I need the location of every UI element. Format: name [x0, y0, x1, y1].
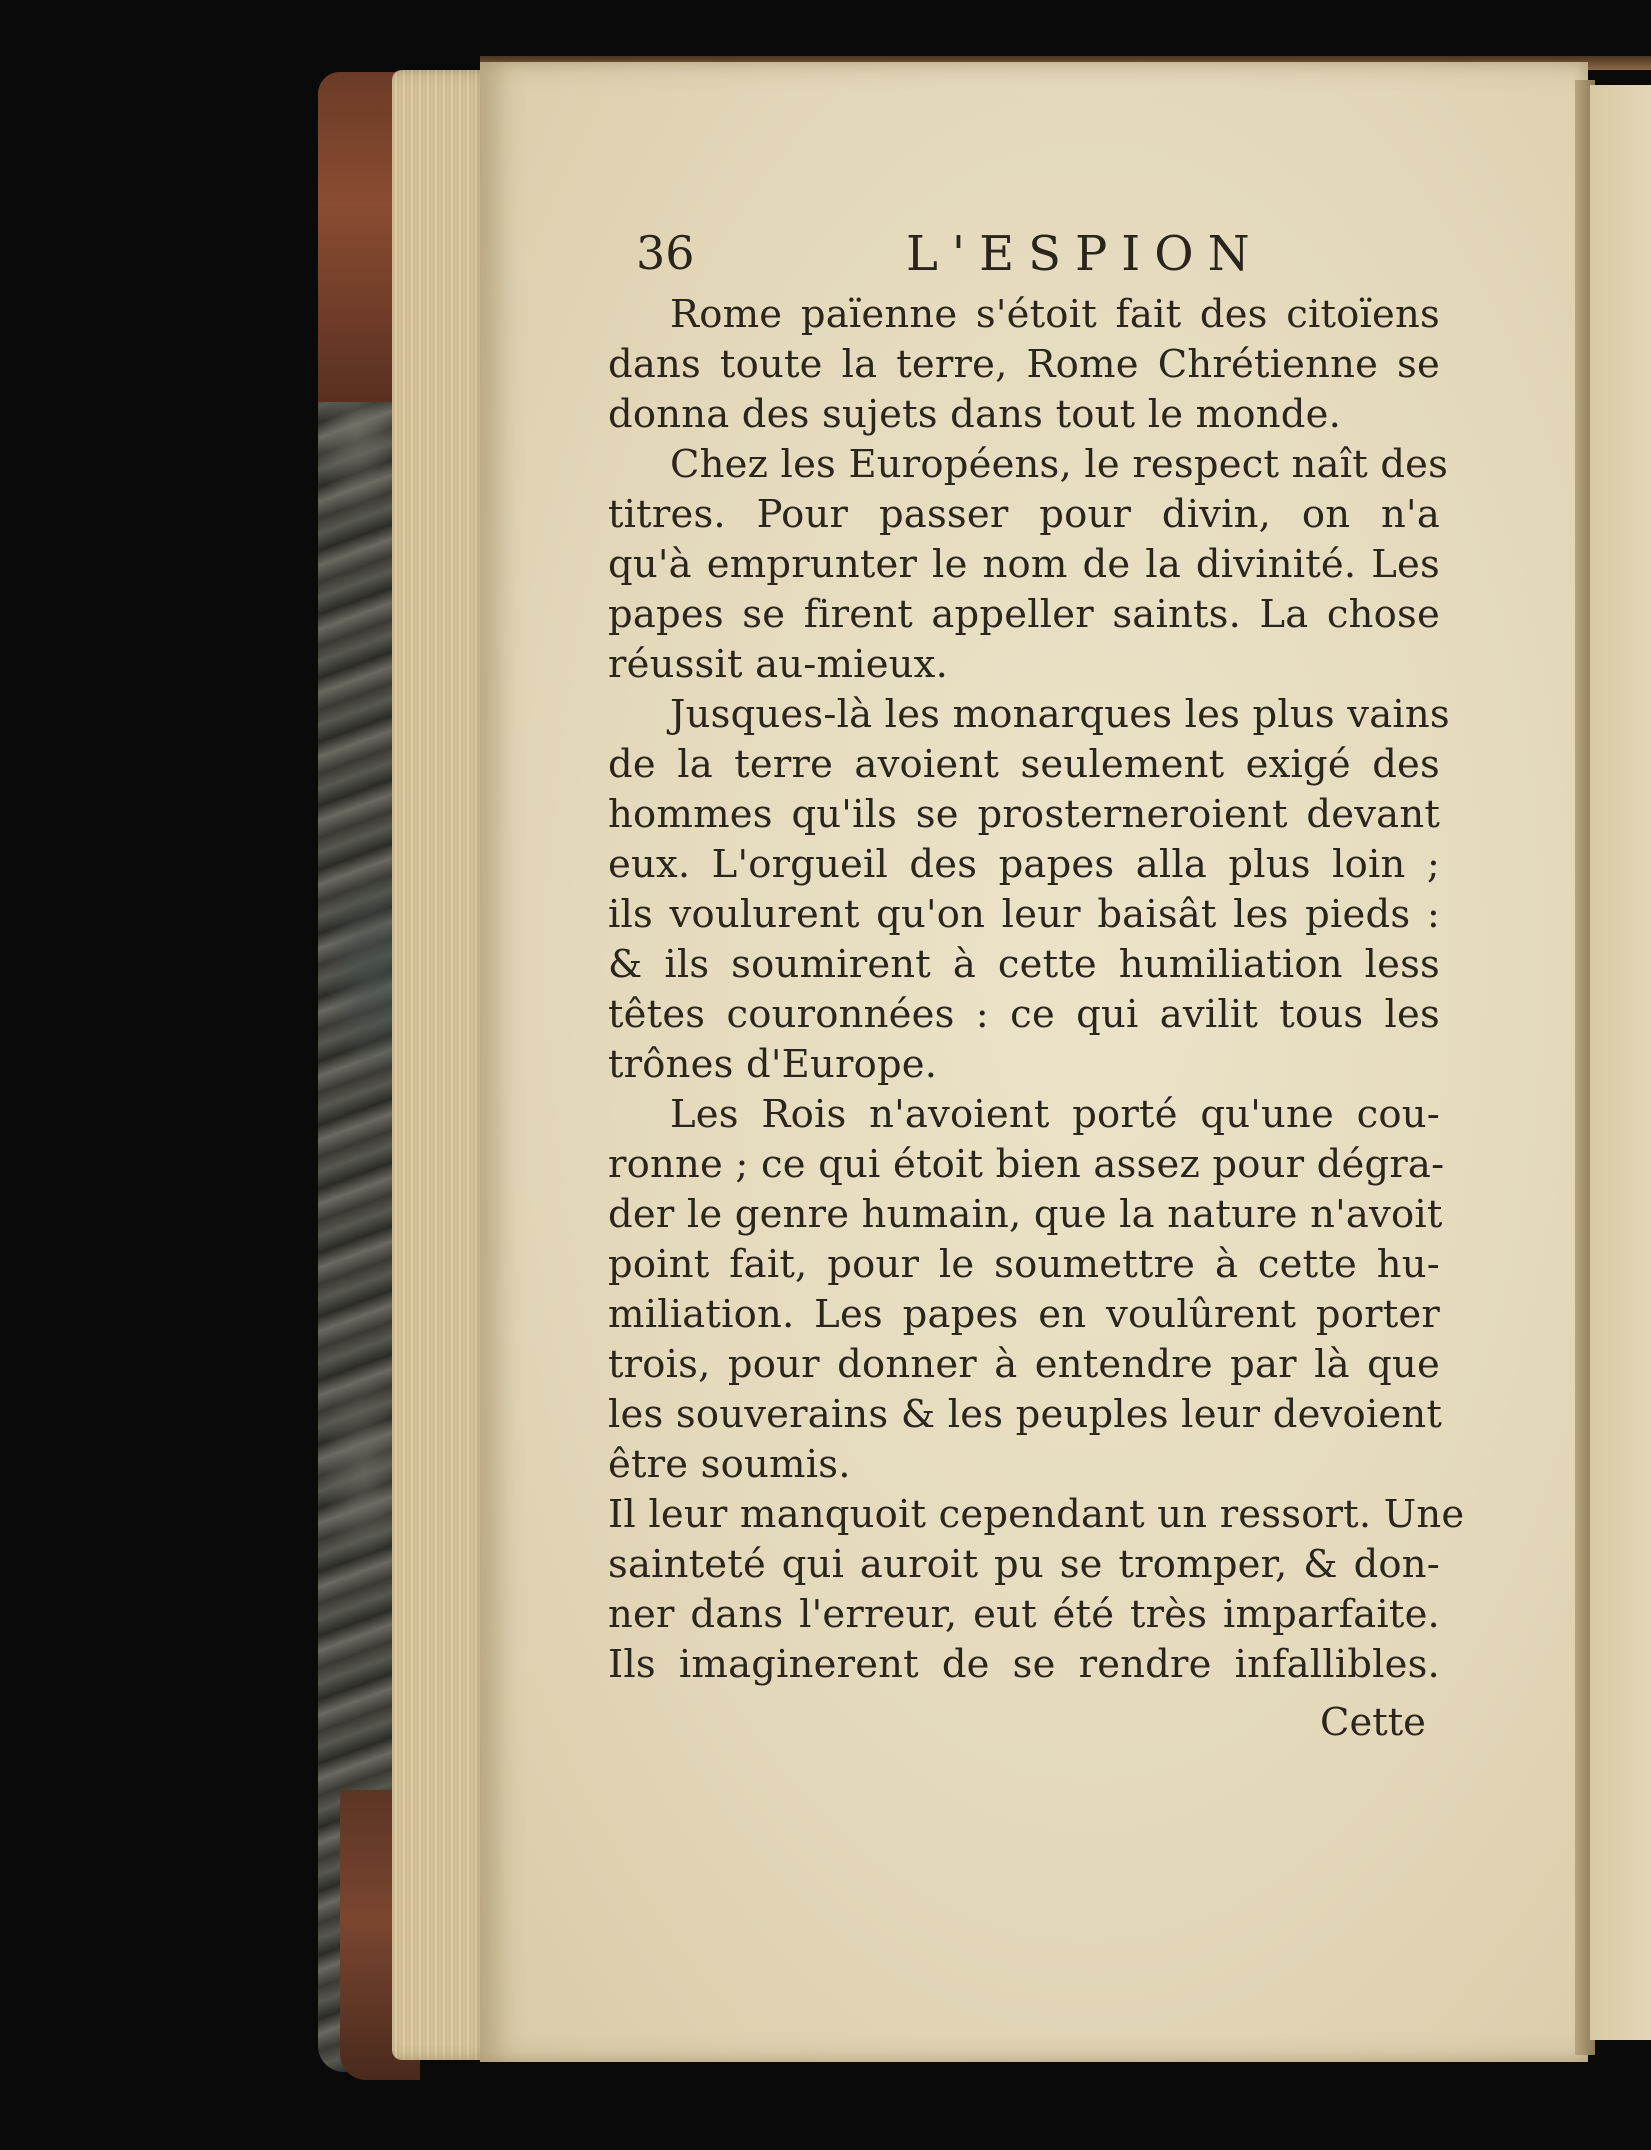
text-line: Ils imaginerent de se rendre infallibles. — [608, 1642, 1440, 1687]
paragraph — [608, 1090, 1445, 1490]
text-line: donna des sujets dans tout le monde. — [608, 392, 1342, 437]
text-line: ils voulurent qu'on leur baisât les pieds : — [608, 892, 1440, 937]
text-line: ronne ; ce qui étoit bien assez pour dégra- — [608, 1142, 1445, 1187]
text-line: les souverains & les peuples leur devoient — [608, 1392, 1443, 1437]
paragraph — [608, 290, 1440, 440]
text-line: point fait, pour le soumettre à cette hu- — [608, 1242, 1440, 1287]
text-line: trois, pour donner à entendre par là que — [608, 1342, 1440, 1387]
text-line: réussit au-mieux. — [608, 642, 949, 687]
text-line: dans toute la terre, Rome Chrétienne se — [608, 342, 1440, 387]
text-line: papes se firent appeller saints. La chose — [608, 592, 1440, 637]
paragraph — [608, 690, 1450, 1090]
body-text — [608, 290, 1465, 1690]
text-line: Il leur manquoit cependant un ressort. Une — [608, 1492, 1465, 1537]
text-line: hommes qu'ils se prosterneroient devant — [608, 792, 1440, 837]
text-line: têtes couronnées : ce qui avilit tous les — [608, 992, 1440, 1037]
text-line: Chez les Européens, le respect naît des — [670, 442, 1449, 487]
text-line: titres. Pour passer pour divin, on n'a — [608, 492, 1440, 537]
text-line: trônes d'Europe. — [608, 1042, 938, 1087]
paragraph — [608, 440, 1449, 690]
text-line: eux. L'orgueil des papes alla plus loin ; — [608, 842, 1440, 887]
text-line: miliation. Les papes en voulûrent porter — [608, 1292, 1440, 1337]
text-line: qu'à emprunter le nom de la divinité. Les — [608, 542, 1440, 587]
text-line: & ils soumirent à cette humiliation less — [608, 942, 1440, 987]
page-number: 36 — [636, 226, 695, 280]
text-line: de la terre avoient seulement exigé des — [608, 742, 1440, 787]
page-header — [636, 226, 1316, 286]
text-line: Les Rois n'avoient porté qu'une cou- — [670, 1092, 1440, 1137]
text-line: ner dans l'erreur, eut été très imparfaite. — [608, 1592, 1440, 1637]
running-title: L'ESPION — [906, 226, 1264, 282]
text-line: Jusques-là les monarques les plus vains — [670, 692, 1450, 737]
facing-page-edge — [1590, 85, 1651, 2040]
page-edges — [392, 70, 492, 2060]
text-line: être soumis. — [608, 1442, 851, 1487]
text-line: der le genre humain, que la nature n'avoit — [608, 1192, 1443, 1237]
text-line: Rome païenne s'étoit fait des citoïens — [670, 292, 1440, 337]
catchword: Cette — [1320, 1700, 1426, 1745]
text-line: sainteté qui auroit pu se tromper, & don- — [608, 1542, 1440, 1587]
paragraph — [608, 1490, 1465, 1690]
